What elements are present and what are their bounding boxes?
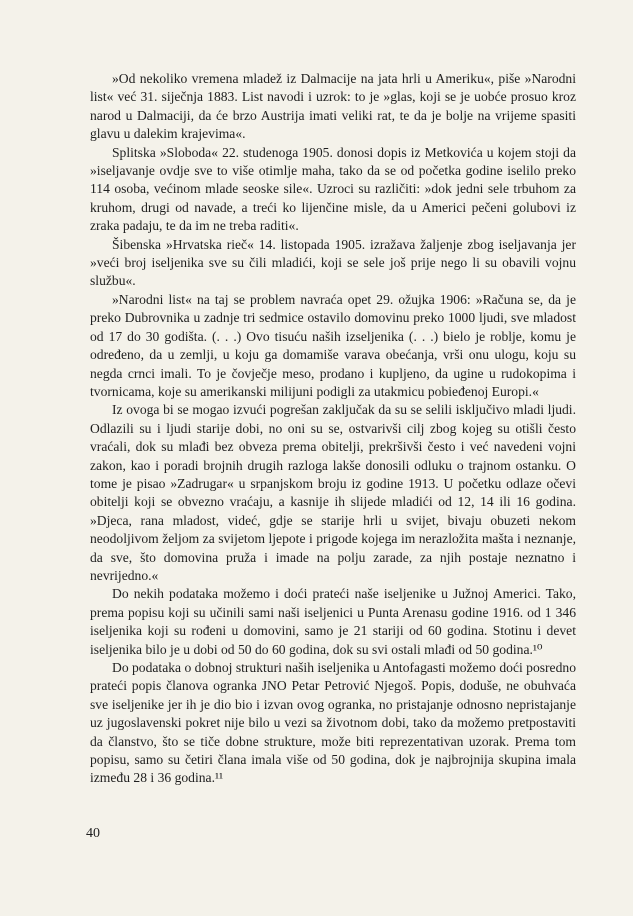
page-number: 40 [86,826,100,841]
paragraph: Do nekih podataka možemo i doći prateći naše iseljenike u Južnoj Americi. Tako, prema popisu koji su učinili sami naši iseljenici u Punta Arenasu godine 1916. od 1 346 iseljenika koji su rođeni u domovini, samo je 21 stariji od 60 godina. Stotinu i devet iseljenika bilo je u dobi od 50 do 60 godina, dok su svi ostali mlađi od 50 godina.¹⁰ [90,586,576,657]
paragraph: Iz ovoga bi se mogao izvući pogrešan zaključak da su se selili isključivo mladi ljudi. Odlazili su i ljudi starije dobi, no oni su se, ostvarivši cilj zbog kojeg su otišli često vraćali, dok su mlađi bez obveza prema obitelji, prekršivši često i već navedeni vojni zakon, kao i poradi brojnih drugih razloga lakše donosili odluku o trajnom ostanku. O tome je pisao »Zadrugar« u srpanjskom broju iz godine 1913. U početku odlaze očevi obitelji koji se obvezno vraćaju, a kasnije ih slijede mladići od 12, 14 ili 16 godina. »Djeca, rana mladost, videć, gdje se starije hrli u svijet, bivaju obuzeti nekom neodoljivom željom za svijetom ljepote i prigode kojega im nerazložita mašta i neznanje, da sve, što domovina pruža i imade na polju zarade, za njih postaje neznatno i nevrijedno.« [90,402,576,583]
paragraph: »Od nekoliko vremena mladež iz Dalmacije na jata hrli u Ameriku«, piše »Narodni list« već 31. siječnja 1883. List navodi i uzrok: to je »glas, koji se je uobće prosuo kroz narod u Dalmaciji, da će brzo Austrija imati veliki rat, te da je bolje na vrijeme spasiti glavu u dalekim krajevima«. [90,71,576,142]
paragraph: Do podataka o dobnoj strukturi naših iseljenika u Antofagasti možemo doći posredno prateći popis članova ogranka JNO Petar Petrović Njegoš. Popis, doduše, ne obuhvaća sve iseljenike jer ih je dio bio i izvan ovog ogranka, no pristajanje odnosno nepristajanje uz jugoslavenski pokret nije bilo u vezi sa životnom dobi, tako da možemo pretpostaviti da članstvo, što se tiče dobne strukture, može biti reprezentativan uzorak. Prema tom popisu, samo su četiri člana imala više od 50 godina, dok je najbrojnija skupina imala između 28 i 36 godina.¹¹ [90,660,576,786]
body-text [90,70,576,788]
paragraph: Šibenska »Hrvatska rieč« 14. listopada 1905. izražava žaljenje zbog iseljavanja jer »veći broj iseljenika sve su čili mladići, koji se sele još prije nego li su obavili vojnu službu«. [90,236,576,289]
paragraph: »Narodni list« na taj se problem navraća opet 29. ožujka 1906: »Računa se, da je preko Dubrovnika u zadnje tri sedmice ostavilo domovinu preko 1000 ljudi, sve mladost od 17 do 30 godišta. (. . .) Ovo tisuću naših izseljenika (. . .) bielo je roblje, komu je određeno, da u zemlji, u koju ga domamiše varava obećanja, vrši onu ulogu, koju su negda crnci imali. To je čovječje meso, prodano i kupljeno, da ugine u rudokopima i tvornicama, koje su amerikanski milijuni podigli za utakmicu pobieđenoj Europi.« [90,291,576,399]
paragraph: Splitska »Sloboda« 22. studenoga 1905. donosi dopis iz Metkovića u kojem stoji da »iseljavanje ovdje sve to više otimlje maha, tako da se od početka godine iselilo preko 114 osoba, većinom mlade seoske sile«. Uzroci su različiti: »dok jedni sele trbuhom za kruhom, drugi od navade, a treći ko lijenčine misle, da u Americi pečeni golubovi iz zraka padaju, te da im ne treba raditi«. [90,144,576,234]
